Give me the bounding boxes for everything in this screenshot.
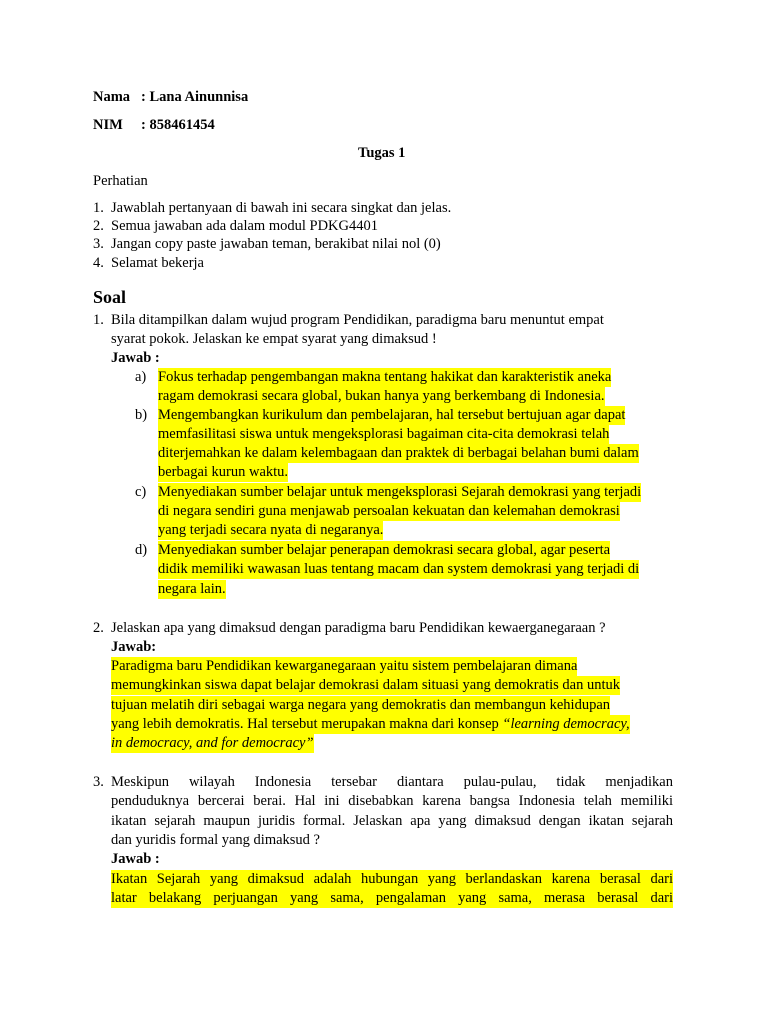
answer-line: Paradigma baru Pendidikan kewarganegaraan yaitu sistem pembelajaran dimana	[111, 658, 578, 674]
question-line: Jelaskan apa yang dimaksud dengan paradigma baru Pendidikan kewaerganegaraan ?	[111, 620, 606, 636]
perhatian-item: Jawablah pertanyaan di bawah ini secara singkat dan jelas.	[111, 200, 452, 216]
answer-text: yang lebih demokratis. Hal tersebut merupakan makna dari konsep	[111, 716, 503, 732]
answer-line: Mengembangkan kurikulum dan pembelajaran, hal tersebut bertujuan agar dapat	[158, 407, 626, 423]
answer-line: negara lain.	[158, 581, 226, 597]
answer-line: Fokus terhadap pengembangan makna tentang hakikat dan karakteristik aneka	[158, 369, 612, 385]
answer-line: berbagai kurun waktu.	[158, 464, 289, 480]
question-number: 3.	[93, 774, 104, 790]
answer-letter: b)	[135, 407, 148, 423]
answer-letter: c)	[135, 484, 147, 500]
answer-letter: d)	[135, 542, 148, 558]
answer-line: di negara sendiri guna menjawab persoalan kekuatan dan kelemahan demokrasi	[158, 503, 620, 519]
perhatian-item: Selamat bekerja	[111, 255, 204, 271]
answer-line: Menyediakan sumber belajar untuk mengeksplorasi Sejarah demokrasi yang terjadi	[158, 484, 642, 500]
nim-label: NIM	[93, 117, 123, 133]
answer-line: memungkinkan siswa dapat belajar demokrasi dalam situasi yang demokratis dan untuk	[111, 677, 620, 693]
answer-letter: a)	[135, 369, 147, 385]
perhatian-num: 3.	[93, 236, 104, 252]
nama-label: Nama	[93, 89, 131, 105]
answer-line	[111, 715, 630, 734]
question-line: penduduknya bercerai berai. Hal ini disebabkan karena bangsa Indonesia telah memiliki	[111, 793, 673, 809]
answer-line: didik memiliki wawasan luas tentang macam dan system demokrasi yang terjadi di	[158, 561, 640, 577]
perhatian-heading: Perhatian	[93, 173, 148, 189]
answer-line: tujuan melatih diri sebagai warga negara yang demokratis dan membangun kehidupan	[111, 697, 611, 713]
jawab-label: Jawab :	[111, 851, 160, 867]
concept-quote: “learning democracy,	[502, 716, 630, 732]
question-line: Bila ditampilkan dalam wujud program Pendidikan, paradigma baru menuntut empat	[111, 312, 604, 328]
answer-line: memfasilitasi siswa untuk mengeksplorasi bagaiman cita-cita demokrasi telah	[158, 426, 610, 442]
nama-value: : Lana Ainunnisa	[141, 89, 249, 105]
soal-heading: Soal	[93, 287, 127, 307]
perhatian-item: Semua jawaban ada dalam modul PDKG4401	[111, 218, 378, 234]
answer-line: ragam demokrasi secara global, bukan hanya yang berkembang di Indonesia.	[158, 388, 605, 404]
question-line: dan yuridis formal yang dimaksud ?	[111, 832, 320, 848]
concept-quote: in democracy, and for democracy”	[111, 735, 314, 751]
answer-line: yang terjadi secara nyata di negaranya.	[158, 522, 384, 538]
perhatian-num: 4.	[93, 255, 104, 271]
page-title: Tugas 1	[358, 145, 406, 161]
nim-value: : 858461454	[141, 117, 215, 133]
answer-line: Ikatan Sejarah yang dimaksud adalah hubungan yang berlandaskan karena berasal dari	[111, 871, 673, 887]
answer-line: latar belakang perjuangan yang sama, pengalaman yang sama, merasa berasal dari	[111, 890, 673, 906]
jawab-label: Jawab :	[111, 350, 160, 366]
answer-line: diterjemahkan ke dalam kelembagaan dan praktek di berbagai belahan bumi dalam	[158, 445, 639, 461]
question-number: 1.	[93, 312, 104, 328]
perhatian-item: Jangan copy paste jawaban teman, berakibat nilai nol (0)	[111, 236, 441, 252]
jawab-label: Jawab:	[111, 639, 157, 655]
question-line: Meskipun wilayah Indonesia tersebar diantara pulau-pulau, tidak menjadikan	[111, 774, 673, 790]
perhatian-num: 1.	[93, 200, 104, 216]
question-line: syarat pokok. Jelaskan ke empat syarat yang dimaksud !	[111, 331, 437, 347]
answer-line: Menyediakan sumber belajar penerapan demokrasi secara global, agar peserta	[158, 542, 611, 558]
question-number: 2.	[93, 620, 104, 636]
question-line: ikatan sejarah maupun juridis formal. Jelaskan apa yang dimaksud dengan ikatan sejarah	[111, 813, 673, 829]
perhatian-num: 2.	[93, 218, 104, 234]
